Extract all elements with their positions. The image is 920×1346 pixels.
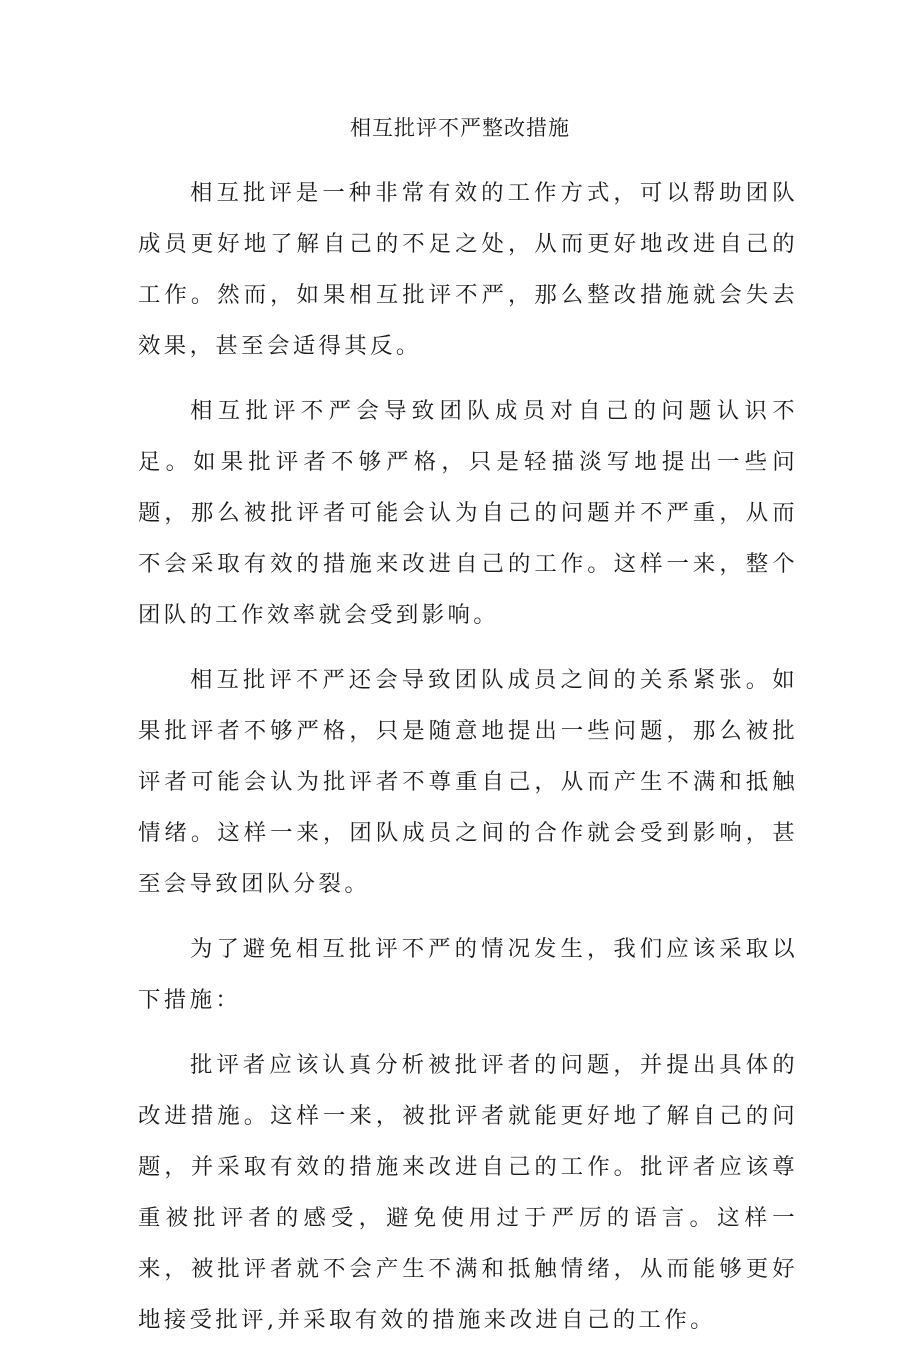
document-title: 相互批评不严整改措施 bbox=[350, 116, 570, 140]
paragraph-3: 相互批评不严还会导致团队成员之间的关系紧张。如果批评者不够严格，只是随意地提出一些问题，那么被批评者可能会认为批评者不尊重自己，从而产生不满和抵触情绪。这样一来，团队成员之间的合作就会受到影响，甚至会导致团队分裂。 bbox=[138, 667, 798, 897]
paragraph-4: 为了避免相互批评不严的情况发生，我们应该采取以下措施： bbox=[138, 936, 798, 1013]
paragraph-5: 批评者应该认真分析被批评者的问题，并提出具体的改进措施。这样一来，被批评者就能更好地了解自己的问题，并采取有效的措施来改进自己的工作。批评者应该尊重被批评者的感受，避免使用过于严厉的语言。这样一来，被批评者就不会产生不满和抵触情绪，从而能够更好地接受批评,并采取有效的措施来改进自己的工作。 bbox=[138, 1052, 798, 1333]
paragraph-2: 相互批评不严会导致团队成员对自己的问题认识不足。如果批评者不够严格，只是轻描淡写地提出一些问题，那么被批评者可能会认为自己的问题并不严重，从而不会采取有效的措施来改进自己的工作。这样一来，整个团队的工作效率就会受到影响。 bbox=[138, 398, 798, 628]
paragraph-1: 相互批评是一种非常有效的工作方式，可以帮助团队成员更好地了解自己的不足之处，从而更好地改进自己的工作。然而，如果相互批评不严，那么整改措施就会失去效果，甚至会适得其反。 bbox=[138, 180, 798, 359]
